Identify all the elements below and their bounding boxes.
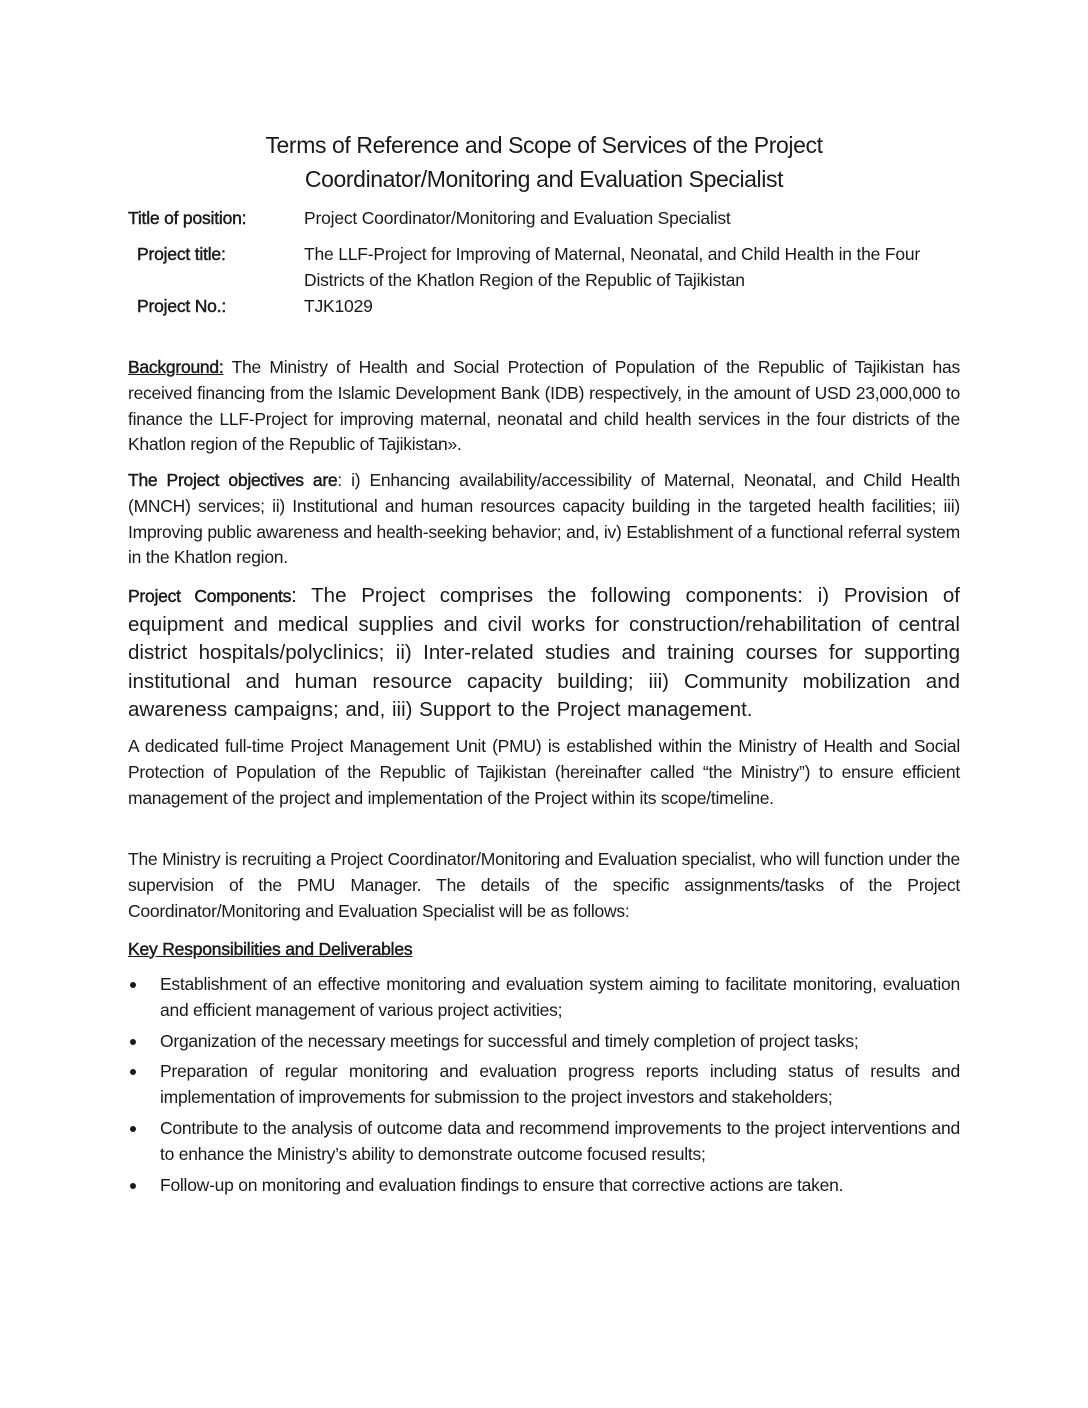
responsibilities-heading: Key Responsibilities and Deliverables xyxy=(128,939,413,959)
pmu-paragraph: A dedicated full-time Project Management Unit (PMU) is established within the Ministry of Health and Social Protection of Population of the Republic of Tajikistan (hereinafter called “the Ministry”) to ensure efficient management of the project and implementation of the Project within its scope/timeline. xyxy=(128,736,960,808)
bullet-icon xyxy=(130,1069,136,1075)
list-item-text: Organization of the necessary meetings for successful and timely completion of project tasks; xyxy=(160,1030,859,1051)
project-title-label: Project title: xyxy=(137,244,226,264)
objectives-paragraph xyxy=(128,468,960,571)
background-text: The Ministry of Health and Social Protection of Population of the Republic of Tajikistan has received financing from the Islamic Development Bank (IDB) respectively, in the amount of USD 23,000,000 to finance the LLF-Project for improving maternal, neonatal and child health services in the four districts of the Khatlon region of the Republic of Tajikistan». xyxy=(128,357,960,455)
list-item xyxy=(128,1029,960,1055)
components-label: Project Components xyxy=(128,586,292,606)
list-item-text: Contribute to the analysis of outcome data and recommend improvements to the project interventions and to enhance the Ministry’s ability to demonstrate outcome focused results; xyxy=(160,1117,960,1164)
list-item xyxy=(128,972,960,1024)
components-paragraph xyxy=(128,582,960,725)
background-label: Background: xyxy=(128,357,224,377)
project-title-value: The LLF-Project for Improving of Maternal, Neonatal, and Child Health in the Four Districts of the Khatlon Region of the Republic of Tajikistan xyxy=(304,244,921,290)
bullet-icon xyxy=(130,982,136,988)
list-item-text: Establishment of an effective monitoring and evaluation system aiming to facilitate monitoring, evaluation and efficient management of various project activities; xyxy=(160,974,960,1020)
project-no-label: Project No.: xyxy=(137,296,227,316)
objectives-label: The Project objectives are xyxy=(128,470,338,490)
meta-project-title-row xyxy=(0,241,1088,293)
objectives-text: : i) Enhancing availability/accessibility of Maternal, Neonatal, and Child Health (MNCH) services; ii) Institutional and human resources capacity building in the targeted health facilities; iii) Improving public awareness and health-seeking behavior; and, iv) Establishment of a functional referral system in the Khatlon region. xyxy=(128,470,960,568)
background-paragraph xyxy=(128,355,960,458)
title-line-1: Terms of Reference and Scope of Services of the Project xyxy=(265,132,823,158)
bullet-icon xyxy=(130,1039,136,1045)
components-text: : The Project comprises the following components: i) Provision of equipment and medical supplies and civil works for construction/rehabilitation of central district hospitals/polyclinics; ii) Inter-related studies and training courses for supporting institutional and human resource capacity building; iii) Community mobilization and awareness campaigns; and, iii) Support to the Project management. xyxy=(128,584,960,721)
title-line-2: Coordinator/Monitoring and Evaluation Specialist xyxy=(304,166,784,192)
position-label: Title of position: xyxy=(128,208,247,228)
list-item xyxy=(128,1116,960,1168)
meta-project-no-row xyxy=(0,293,1088,319)
responsibilities-list xyxy=(128,972,960,1203)
list-item-text: Follow-up on monitoring and evaluation findings to ensure that corrective actions are taken. xyxy=(160,1174,844,1195)
bullet-icon xyxy=(130,1126,136,1132)
list-item xyxy=(128,1173,960,1199)
project-no-value: TJK1029 xyxy=(304,296,373,316)
list-item-text: Preparation of regular monitoring and evaluation progress reports including status of results and implementation of improvements for submission to the project investors and stakeholders; xyxy=(160,1061,960,1108)
document-title xyxy=(128,128,960,196)
position-value: Project Coordinator/Monitoring and Evaluation Specialist xyxy=(304,208,731,228)
list-item xyxy=(128,1059,960,1111)
bullet-icon xyxy=(130,1183,136,1189)
recruiting-paragraph: The Ministry is recruiting a Project Coordinator/Monitoring and Evaluation specialist, who will function under the supervision of the PMU Manager. The details of the specific assignments/tasks of the Project Coordinator/Monitoring and Evaluation Specialist will be as follows: xyxy=(128,849,960,921)
meta-position-row xyxy=(0,205,1088,231)
